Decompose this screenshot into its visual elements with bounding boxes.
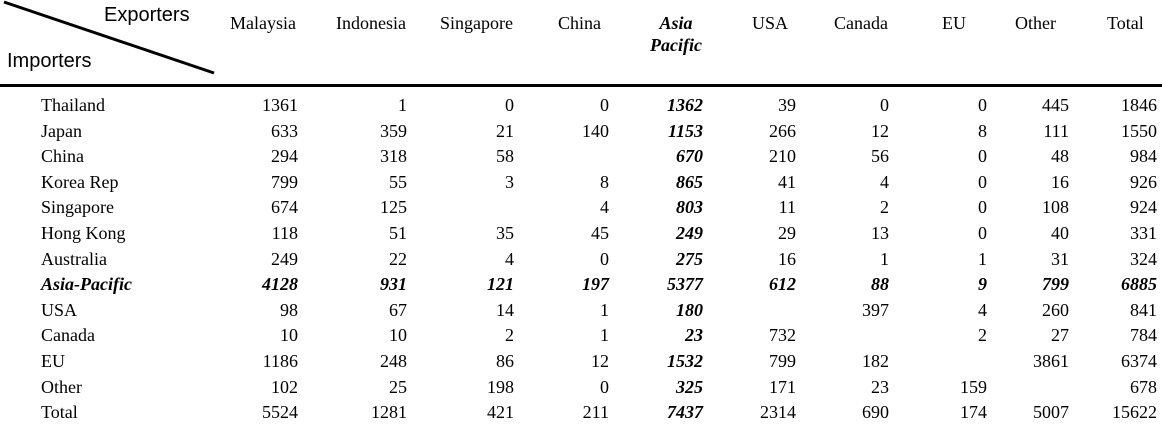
table-row bbox=[0, 402, 1162, 427]
row-label: EU bbox=[41, 351, 65, 371]
table-cell: 924 bbox=[1130, 197, 1157, 217]
table-cell: 102 bbox=[271, 377, 298, 397]
table-row bbox=[0, 300, 1162, 325]
table-cell: 1281 bbox=[371, 402, 407, 422]
table-cell: 266 bbox=[769, 121, 796, 141]
table-cell: 5377 bbox=[667, 274, 703, 294]
table-cell: 275 bbox=[676, 249, 703, 269]
table-row bbox=[0, 223, 1162, 248]
table-cell: 41 bbox=[778, 172, 796, 192]
table-cell: 211 bbox=[582, 402, 609, 422]
table-cell: 10 bbox=[389, 325, 407, 345]
col-header-malaysia: Malaysia bbox=[230, 13, 296, 33]
header-rule bbox=[0, 84, 1162, 87]
table-cell: 25 bbox=[389, 377, 407, 397]
table-cell: 0 bbox=[600, 249, 609, 269]
table-cell: 58 bbox=[496, 146, 514, 166]
table-cell: 690 bbox=[862, 402, 889, 422]
row-label: Total bbox=[41, 402, 78, 422]
table-cell: 294 bbox=[271, 146, 298, 166]
table-cell: 4 bbox=[978, 300, 987, 320]
table-cell: 23 bbox=[871, 377, 889, 397]
table-cell: 260 bbox=[1042, 300, 1069, 320]
col-header-eu: EU bbox=[942, 13, 966, 33]
table-row bbox=[0, 249, 1162, 274]
table-cell: 48 bbox=[1051, 146, 1069, 166]
table-cell: 5524 bbox=[262, 402, 298, 422]
col-header-china: China bbox=[558, 13, 601, 33]
table-cell: 784 bbox=[1130, 325, 1157, 345]
corner-header bbox=[0, 0, 220, 82]
col-header-other: Other bbox=[1015, 13, 1056, 33]
table-cell: 3 bbox=[505, 172, 514, 192]
table-cell: 40 bbox=[1051, 223, 1069, 243]
table-row bbox=[0, 172, 1162, 197]
table-row bbox=[0, 95, 1162, 120]
table-cell: 674 bbox=[271, 197, 298, 217]
table-cell: 1846 bbox=[1121, 95, 1157, 115]
table-row bbox=[0, 377, 1162, 402]
table-cell: 210 bbox=[769, 146, 796, 166]
row-label: USA bbox=[41, 300, 78, 320]
table-row bbox=[0, 121, 1162, 146]
table-cell: 35 bbox=[496, 223, 514, 243]
row-label: Hong Kong bbox=[41, 223, 126, 243]
col-header-total: Total bbox=[1107, 13, 1144, 33]
table-cell: 11 bbox=[778, 197, 796, 217]
table-row bbox=[0, 351, 1162, 376]
table-cell: 12 bbox=[591, 351, 609, 371]
table-cell: 633 bbox=[271, 121, 298, 141]
table-cell: 445 bbox=[1042, 95, 1069, 115]
table-cell: 2 bbox=[880, 197, 889, 217]
table-cell: 16 bbox=[778, 249, 796, 269]
table-cell: 22 bbox=[389, 249, 407, 269]
table-cell: 0 bbox=[880, 95, 889, 115]
table-cell: 799 bbox=[1042, 274, 1069, 294]
table-cell: 397 bbox=[862, 300, 889, 320]
row-label: Japan bbox=[41, 121, 82, 141]
row-label: Other bbox=[41, 377, 82, 397]
table-cell: 2 bbox=[978, 325, 987, 345]
table-cell: 182 bbox=[862, 351, 889, 371]
col-header-canada: Canada bbox=[834, 13, 888, 33]
table-cell: 0 bbox=[600, 377, 609, 397]
row-label: Canada bbox=[41, 325, 95, 345]
table-cell: 55 bbox=[389, 172, 407, 192]
table-cell: 984 bbox=[1130, 146, 1157, 166]
table-cell: 1186 bbox=[262, 351, 298, 371]
table-cell: 159 bbox=[960, 377, 987, 397]
table-cell: 56 bbox=[871, 146, 889, 166]
table-cell: 0 bbox=[600, 95, 609, 115]
table-cell: 15622 bbox=[1112, 402, 1157, 422]
table-cell: 359 bbox=[380, 121, 407, 141]
table-cell: 841 bbox=[1130, 300, 1157, 320]
table-cell: 86 bbox=[496, 351, 514, 371]
table-cell: 331 bbox=[1130, 223, 1157, 243]
col-header-indonesia: Indonesia bbox=[336, 13, 406, 33]
table-cell: 926 bbox=[1130, 172, 1157, 192]
table-cell: 421 bbox=[487, 402, 514, 422]
table-cell: 174 bbox=[960, 402, 987, 422]
table-cell: 4 bbox=[880, 172, 889, 192]
table-cell: 125 bbox=[380, 197, 407, 217]
table-cell: 318 bbox=[380, 146, 407, 166]
table-cell: 325 bbox=[676, 377, 703, 397]
table-cell: 1550 bbox=[1121, 121, 1157, 141]
table-cell: 12 bbox=[871, 121, 889, 141]
table-cell: 799 bbox=[769, 351, 796, 371]
table-cell: 197 bbox=[582, 274, 609, 294]
table-cell: 108 bbox=[1042, 197, 1069, 217]
table-cell: 13 bbox=[871, 223, 889, 243]
row-label: China bbox=[41, 146, 84, 166]
table-cell: 21 bbox=[496, 121, 514, 141]
table-cell: 0 bbox=[978, 172, 987, 192]
table-cell: 31 bbox=[1051, 249, 1069, 269]
table-cell: 4128 bbox=[262, 274, 298, 294]
table-cell: 7437 bbox=[667, 402, 703, 422]
col-header-singapore: Singapore bbox=[440, 13, 513, 33]
table-cell: 0 bbox=[978, 223, 987, 243]
table-cell: 0 bbox=[978, 197, 987, 217]
table-cell: 670 bbox=[676, 146, 703, 166]
table-cell: 171 bbox=[769, 377, 796, 397]
table-cell: 29 bbox=[778, 223, 796, 243]
row-label: Thailand bbox=[41, 95, 105, 115]
table-cell: 45 bbox=[591, 223, 609, 243]
table-cell: 118 bbox=[271, 223, 298, 243]
table-cell: 249 bbox=[271, 249, 298, 269]
table-cell: 140 bbox=[582, 121, 609, 141]
table-cell: 1532 bbox=[667, 351, 703, 371]
table-cell: 1 bbox=[398, 95, 407, 115]
table-cell: 23 bbox=[685, 325, 703, 345]
table-cell: 14 bbox=[496, 300, 514, 320]
table-cell: 249 bbox=[676, 223, 703, 243]
exporters-label: Exporters bbox=[104, 4, 190, 26]
table-cell: 16 bbox=[1051, 172, 1069, 192]
table-cell: 98 bbox=[280, 300, 298, 320]
table-cell: 51 bbox=[389, 223, 407, 243]
table-cell: 2314 bbox=[760, 402, 796, 422]
table-cell: 678 bbox=[1130, 377, 1157, 397]
table-cell: 1153 bbox=[667, 121, 703, 141]
table-cell: 198 bbox=[487, 377, 514, 397]
table-cell: 111 bbox=[1043, 121, 1069, 141]
table-cell: 0 bbox=[505, 95, 514, 115]
table-cell: 8 bbox=[600, 172, 609, 192]
table-cell: 803 bbox=[676, 197, 703, 217]
table-row bbox=[0, 274, 1162, 299]
table-cell: 2 bbox=[505, 325, 514, 345]
table-cell: 180 bbox=[676, 300, 703, 320]
table-cell: 612 bbox=[769, 274, 796, 294]
table-cell: 4 bbox=[600, 197, 609, 217]
table-cell: 39 bbox=[778, 95, 796, 115]
table-cell: 865 bbox=[676, 172, 703, 192]
table-cell: 9 bbox=[978, 274, 987, 294]
table-cell: 6374 bbox=[1121, 351, 1157, 371]
col-header-usa: USA bbox=[752, 13, 789, 33]
row-label: Australia bbox=[41, 249, 107, 269]
table-cell: 1 bbox=[978, 249, 987, 269]
table-cell: 27 bbox=[1051, 325, 1069, 345]
importers-label: Importers bbox=[7, 50, 92, 72]
table-cell: 1361 bbox=[262, 95, 298, 115]
table-cell: 248 bbox=[380, 351, 407, 371]
table-cell: 931 bbox=[380, 274, 407, 294]
table-cell: 1 bbox=[880, 249, 889, 269]
row-label: Asia-Pacific bbox=[41, 274, 132, 294]
table-cell: 799 bbox=[271, 172, 298, 192]
table-cell: 0 bbox=[978, 95, 987, 115]
table-cell: 3861 bbox=[1033, 351, 1069, 371]
table-cell: 324 bbox=[1130, 249, 1157, 269]
table-cell: 1362 bbox=[667, 95, 703, 115]
table-cell: 0 bbox=[978, 146, 987, 166]
table-cell: 732 bbox=[769, 325, 796, 345]
col-header-asia-pacific: Asia Pacific bbox=[650, 13, 702, 55]
table-cell: 5007 bbox=[1033, 402, 1069, 422]
row-label: Korea Rep bbox=[41, 172, 119, 192]
table-cell: 8 bbox=[978, 121, 987, 141]
table-cell: 10 bbox=[280, 325, 298, 345]
table-row bbox=[0, 146, 1162, 171]
table-cell: 1 bbox=[600, 300, 609, 320]
row-label: Singapore bbox=[41, 197, 114, 217]
table-row bbox=[0, 325, 1162, 350]
table-cell: 121 bbox=[487, 274, 514, 294]
table-cell: 6885 bbox=[1121, 274, 1157, 294]
table-cell: 67 bbox=[389, 300, 407, 320]
table-cell: 4 bbox=[505, 249, 514, 269]
table-cell: 88 bbox=[871, 274, 889, 294]
table-cell: 1 bbox=[600, 325, 609, 345]
table-row bbox=[0, 197, 1162, 222]
